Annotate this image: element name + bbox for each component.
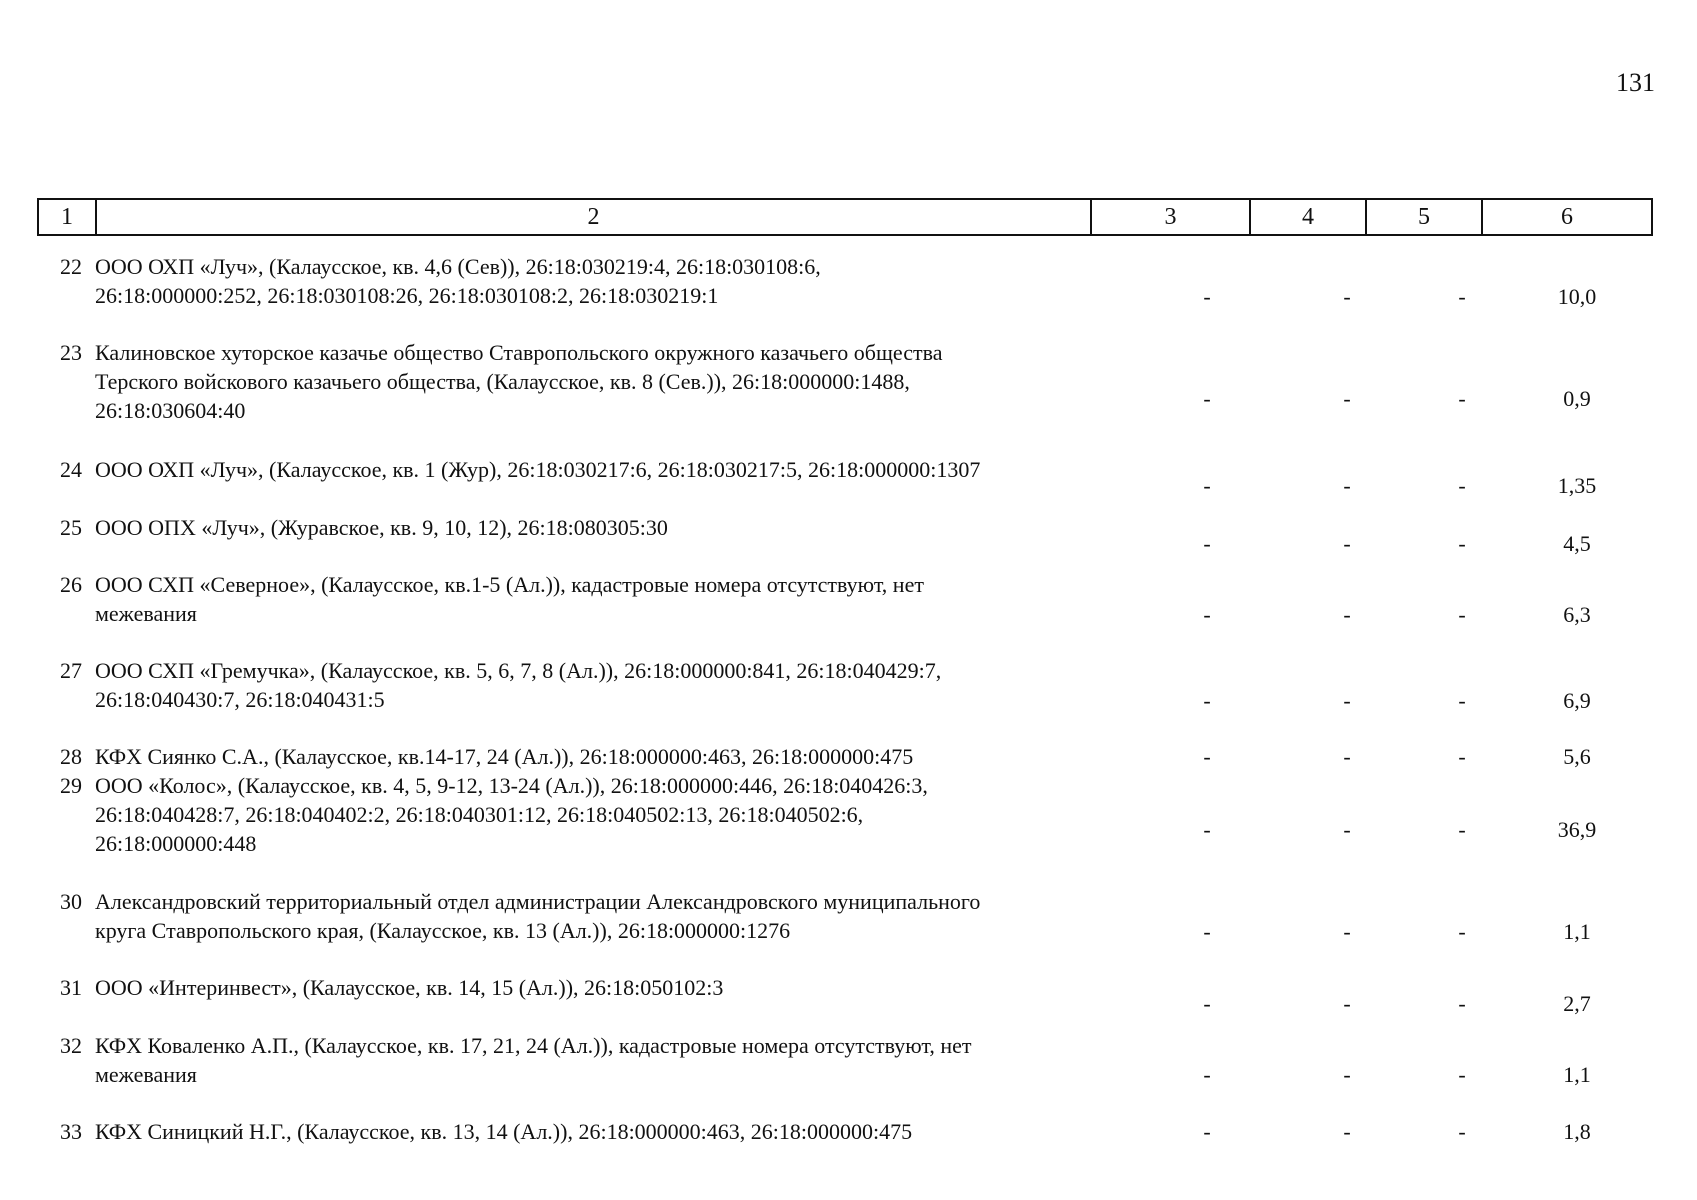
cell-col-6: 1,1 (1563, 919, 1591, 944)
table-row (37, 570, 1653, 627)
row-number: 29 (60, 773, 82, 798)
cell-col-6: 1,8 (1563, 1119, 1591, 1144)
description-line: 26:18:030604:40 (95, 398, 246, 423)
cell-col-4: - (1343, 744, 1351, 769)
cell-col-3: - (1203, 386, 1211, 411)
table-row (37, 513, 1653, 556)
cell-col-6: 2,7 (1563, 991, 1591, 1016)
cell-col-5: - (1458, 531, 1466, 556)
cell-col-3: - (1203, 1119, 1211, 1144)
cell-col-3: - (1203, 688, 1211, 713)
cell-col-6: 0,9 (1563, 386, 1591, 411)
description-line: ООО СХП «Гремучка», (Калаусское, кв. 5, 6, 7, 8 (Ал.)), 26:18:000000:841, 26:18:040429:7, (95, 658, 942, 683)
row-number: 31 (60, 975, 82, 1000)
table-row (37, 1031, 1653, 1087)
cell-col-6: 1,35 (1557, 473, 1597, 498)
cell-col-5: - (1458, 688, 1466, 713)
row-description (95, 656, 1095, 714)
cell-col-5: - (1458, 473, 1466, 498)
cell-col-6: 10,0 (1557, 284, 1597, 309)
description-line: 26:18:000000:252, 26:18:030108:26, 26:18:030108:2, 26:18:030219:1 (95, 283, 719, 308)
table-row (37, 338, 1653, 423)
row-number: 33 (60, 1119, 82, 1144)
cell-col-3: - (1203, 602, 1211, 627)
description-line: межевания (95, 1062, 197, 1087)
cell-col-3: - (1203, 531, 1211, 556)
row-description (95, 338, 1095, 425)
cell-col-5: - (1458, 1119, 1466, 1144)
cell-col-6: 5,6 (1563, 744, 1591, 769)
description-line: Александровский территориальный отдел администрации Александровского муниципального (95, 889, 981, 914)
row-description (95, 570, 1095, 628)
table-row (37, 771, 1653, 856)
row-description (95, 742, 1095, 771)
description-line: межевания (95, 601, 197, 626)
table-row (37, 656, 1653, 713)
header-col-5: 5 (1367, 200, 1483, 234)
description-line: ООО СХП «Северное», (Калаусское, кв.1-5 (Ал.)), кадастровые номера отсутствуют, нет (95, 572, 924, 597)
description-line: 26:18:040430:7, 26:18:040431:5 (95, 687, 385, 712)
cell-col-4: - (1343, 602, 1351, 627)
header-col-3: 3 (1092, 200, 1251, 234)
cell-col-6: 6,9 (1563, 688, 1591, 713)
header-col-4: 4 (1251, 200, 1367, 234)
description-line: ООО «Интеринвест», (Калаусское, кв. 14, 15 (Ал.)), 26:18:050102:3 (95, 975, 724, 1000)
cell-col-5: - (1458, 1062, 1466, 1087)
description-line: КФХ Сиянко С.А., (Калаусское, кв.14-17, 24 (Ал.)), 26:18:000000:463, 26:18:000000:475 (95, 744, 914, 769)
row-number: 32 (60, 1033, 82, 1058)
header-col-6: 6 (1561, 203, 1573, 230)
cell-col-4: - (1343, 688, 1351, 713)
cell-col-3: - (1203, 1062, 1211, 1087)
cell-col-6: 6,3 (1563, 602, 1591, 627)
cell-col-4: - (1343, 1062, 1351, 1087)
row-number: 28 (60, 744, 82, 769)
row-description (95, 1117, 1095, 1146)
description-line: круга Ставропольского края, (Калаусское, кв. 13 (Ал.)), 26:18:000000:1276 (95, 918, 791, 943)
row-description (95, 1031, 1095, 1089)
row-number: 22 (60, 254, 82, 279)
cell-col-3: - (1203, 919, 1211, 944)
cell-col-3: - (1203, 991, 1211, 1016)
cell-col-5: - (1458, 991, 1466, 1016)
row-description (95, 513, 1095, 542)
table-row (37, 252, 1653, 309)
row-number: 25 (60, 515, 82, 540)
row-description (95, 455, 1095, 484)
cell-col-5: - (1458, 284, 1466, 309)
description-line: 26:18:000000:448 (95, 831, 257, 856)
cell-col-3: - (1203, 284, 1211, 309)
cell-col-5: - (1458, 386, 1466, 411)
cell-col-5: - (1458, 602, 1466, 627)
cell-col-4: - (1343, 531, 1351, 556)
description-line: 26:18:040428:7, 26:18:040402:2, 26:18:040301:12, 26:18:040502:13, 26:18:040502:6, (95, 802, 864, 827)
row-number: 26 (60, 572, 82, 597)
cell-col-6: 36,9 (1557, 817, 1597, 842)
table-row (37, 455, 1653, 498)
page-number: 131 (1616, 68, 1655, 97)
cell-col-5: - (1458, 817, 1466, 842)
row-number: 30 (60, 889, 82, 914)
cell-col-4: - (1343, 1119, 1351, 1144)
cell-col-4: - (1343, 817, 1351, 842)
cell-col-3: - (1203, 744, 1211, 769)
description-line: ООО ОПХ «Луч», (Журавское, кв. 9, 10, 12), 26:18:080305:30 (95, 515, 668, 540)
row-description (95, 771, 1095, 858)
header-col-1: 1 (39, 200, 97, 234)
cell-col-4: - (1343, 991, 1351, 1016)
description-line: Калиновское хуторское казачье общество Ставропольского окружного казачьего общества (95, 340, 943, 365)
row-description (95, 887, 1095, 945)
cell-col-4: - (1343, 386, 1351, 411)
description-line: КФХ Коваленко А.П., (Калаусское, кв. 17, 21, 24 (Ал.)), кадастровые номера отсутствуют, нет (95, 1033, 972, 1058)
cell-col-6: 1,1 (1563, 1062, 1591, 1087)
cell-col-3: - (1203, 473, 1211, 498)
table-row (37, 1117, 1653, 1144)
table-row (37, 973, 1653, 1016)
description-line: КФХ Синицкий Н.Г., (Калаусское, кв. 13, 14 (Ал.)), 26:18:000000:463, 26:18:000000:475 (95, 1119, 913, 1144)
header-col-2: 2 (97, 200, 1092, 234)
description-line: Терского войскового казачьего общества, (Калаусское, кв. 8 (Сев.)), 26:18:000000:1488, (95, 369, 910, 394)
cell-col-4: - (1343, 284, 1351, 309)
row-number: 27 (60, 658, 82, 683)
table-row (37, 887, 1653, 944)
cell-col-5: - (1458, 744, 1466, 769)
description-line: ООО «Колос», (Калаусское, кв. 4, 5, 9-12, 13-24 (Ал.)), 26:18:000000:446, 26:18:040426:3, (95, 773, 928, 798)
cell-col-5: - (1458, 919, 1466, 944)
row-description (95, 252, 1095, 310)
row-number: 23 (60, 340, 82, 365)
row-number: 24 (60, 457, 82, 482)
cell-col-4: - (1343, 919, 1351, 944)
cell-col-4: - (1343, 473, 1351, 498)
table-row (37, 742, 1653, 769)
row-description (95, 973, 1095, 1002)
cell-col-3: - (1203, 817, 1211, 842)
description-line: ООО ОХП «Луч», (Калаусское, кв. 4,6 (Сев)), 26:18:030219:4, 26:18:030108:6, (95, 254, 821, 279)
description-line: ООО ОХП «Луч», (Калаусское, кв. 1 (Жур), 26:18:030217:6, 26:18:030217:5, 26:18:000000:1307 (95, 457, 981, 482)
cell-col-6: 4,5 (1563, 531, 1591, 556)
